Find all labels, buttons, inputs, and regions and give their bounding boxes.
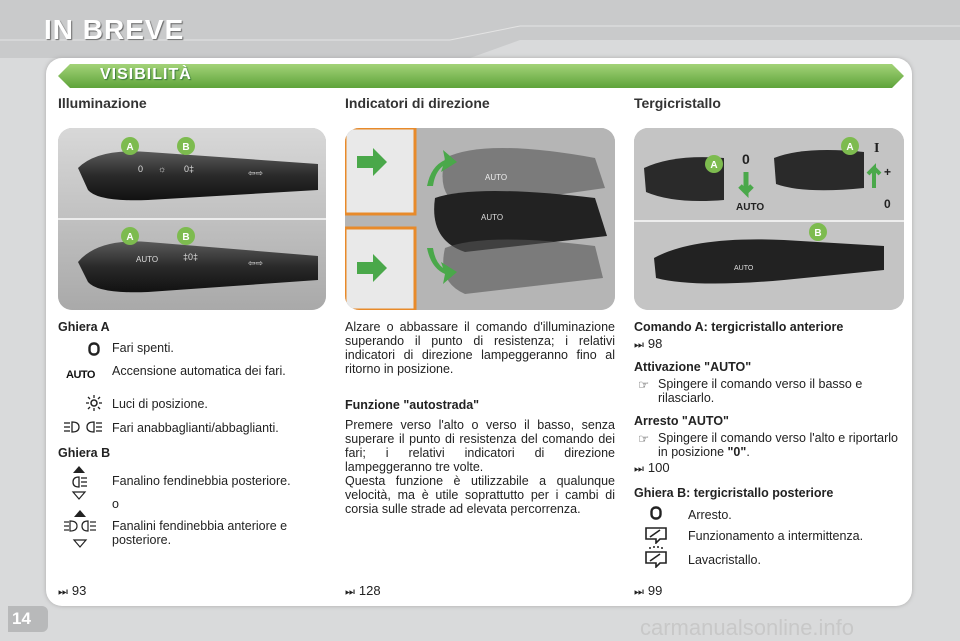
intermittent-wiper-text: Funzionamento a intermittenza. [688, 529, 864, 543]
front-wiper-page-ref[interactable]: ⏭ 98 [634, 336, 663, 351]
lights-stalk-illustration [58, 128, 326, 310]
auto-label: AUTO [485, 173, 508, 182]
page-title: IN BREVE [44, 14, 185, 45]
marker-a: A [126, 142, 134, 153]
lights-title: Illuminazione [58, 95, 147, 111]
page-ref-icon: ⏭ [58, 586, 68, 598]
page-ref-icon: ⏭ [634, 339, 644, 351]
marker-b: B [814, 228, 822, 239]
marker-a: A [846, 142, 854, 153]
washer-icon [644, 546, 668, 573]
ring-a-label: Ghiera A [58, 320, 110, 334]
lights-page-ref[interactable]: ⏭ 93 [58, 583, 87, 598]
motorway-text-1: Premere verso l'alto o verso il basso, senza superare il punto di resistenza del comando dei fari; i relativi indicatori di direzione lampeggeranno tre volte. [345, 418, 615, 474]
marker-b: B [182, 232, 190, 243]
front-wiper-title: Comando A: tergicristallo anteriore [634, 320, 844, 334]
auto-lights-text: Accensione automatica dei fari. [112, 364, 286, 378]
front-rear-fog-icon [64, 510, 96, 555]
auto-off-text: Spingere il comando verso l'alto e riportarlo in posizione "0". [658, 431, 899, 459]
wiper-one-label: I [874, 141, 880, 156]
marker-a: A [126, 232, 134, 243]
page-ref-icon: ⏭ [634, 463, 644, 475]
marker-a: A [710, 160, 718, 171]
auto-off-page-ref[interactable]: ⏭ 100 [634, 460, 670, 475]
indicators-title: Indicatori di direzione [345, 95, 490, 111]
lights-off-icon [88, 342, 100, 361]
auto-off-title: Arresto "AUTO" [634, 414, 729, 428]
auto-label: AUTO [734, 265, 754, 272]
auto-label: AUTO [136, 255, 159, 264]
svg-text:☼: ☼ [158, 164, 167, 174]
wiper-plus-label: + [884, 165, 892, 179]
wiper-stop-text: Arresto. [688, 508, 732, 522]
svg-text:0: 0 [138, 164, 144, 174]
page-number: 14 [12, 609, 31, 628]
section-title: VISIBILITÀ [100, 66, 192, 83]
svg-text:0‡: 0‡ [184, 164, 195, 174]
auto-on-text: Spingere il comando verso il basso e rilasciarlo. [658, 377, 863, 405]
watermark: carmanualsonline.info [640, 615, 855, 640]
ring-b-label: Ghiera B [58, 446, 111, 460]
auto-label: AUTO [481, 213, 504, 222]
wiper-zero-small-label: 0 [884, 197, 891, 211]
headlights-icon [64, 420, 102, 439]
lights-off-text: Fari spenti. [112, 341, 174, 355]
or-text: o [112, 497, 119, 511]
svg-text:⇦⇨: ⇦⇨ [248, 258, 264, 268]
marker-b: B [182, 142, 190, 153]
page-ref-icon: ⏭ [634, 586, 644, 598]
headlights-text: Fari anabbaglianti/abbaglianti. [112, 421, 279, 435]
rear-wiper-title: Ghiera B: tergicristallo posteriore [634, 486, 834, 500]
wipers-title: Tergicristallo [634, 95, 721, 111]
washer-text: Lavacristallo. [688, 553, 761, 567]
auto-lights-icon: AUTO [66, 369, 95, 381]
indicators-page-ref[interactable]: ⏭ 128 [345, 583, 381, 598]
motorway-title: Funzione "autostrada" [345, 398, 480, 412]
wiper-stop-icon [650, 506, 662, 525]
rear-wiper-page-ref[interactable]: ⏭ 99 [634, 583, 663, 598]
indicators-text: Alzare o abbassare il comando d'illuminazione superando il punto di resistenza; i relativi indicatori di direzione lampeggeranno fino al ritorno in posizione. [345, 320, 615, 376]
svg-text:‡0‡: ‡0‡ [183, 252, 199, 262]
pointer-icon: ☞ [638, 432, 650, 446]
rear-fog-text: Fanalino fendinebbia posteriore. [112, 474, 291, 488]
wiper-auto-label: AUTO [736, 202, 765, 213]
wipers-illustration [634, 128, 904, 310]
rear-fog-icon [70, 466, 88, 505]
sidelights-icon [86, 395, 102, 416]
motorway-text-2: Questa funzione è utilizzabile a qualunque velocità, ma è utile soprattutto per i cambi di corsia sulle strade ad elevata percorrenza. [345, 474, 615, 516]
indicators-illustration [345, 128, 615, 310]
auto-on-title: Attivazione "AUTO" [634, 360, 752, 374]
page-ref-icon: ⏭ [345, 586, 355, 598]
front-rear-fog-text: Fanalini fendinebbia anteriore e posteriore. [112, 519, 288, 547]
sidelights-text: Luci di posizione. [112, 397, 208, 411]
svg-text:⇦⇨: ⇦⇨ [248, 168, 264, 178]
wiper-zero-label: 0 [742, 151, 750, 167]
page-number-tab [8, 606, 48, 632]
pointer-icon: ☞ [638, 378, 650, 392]
